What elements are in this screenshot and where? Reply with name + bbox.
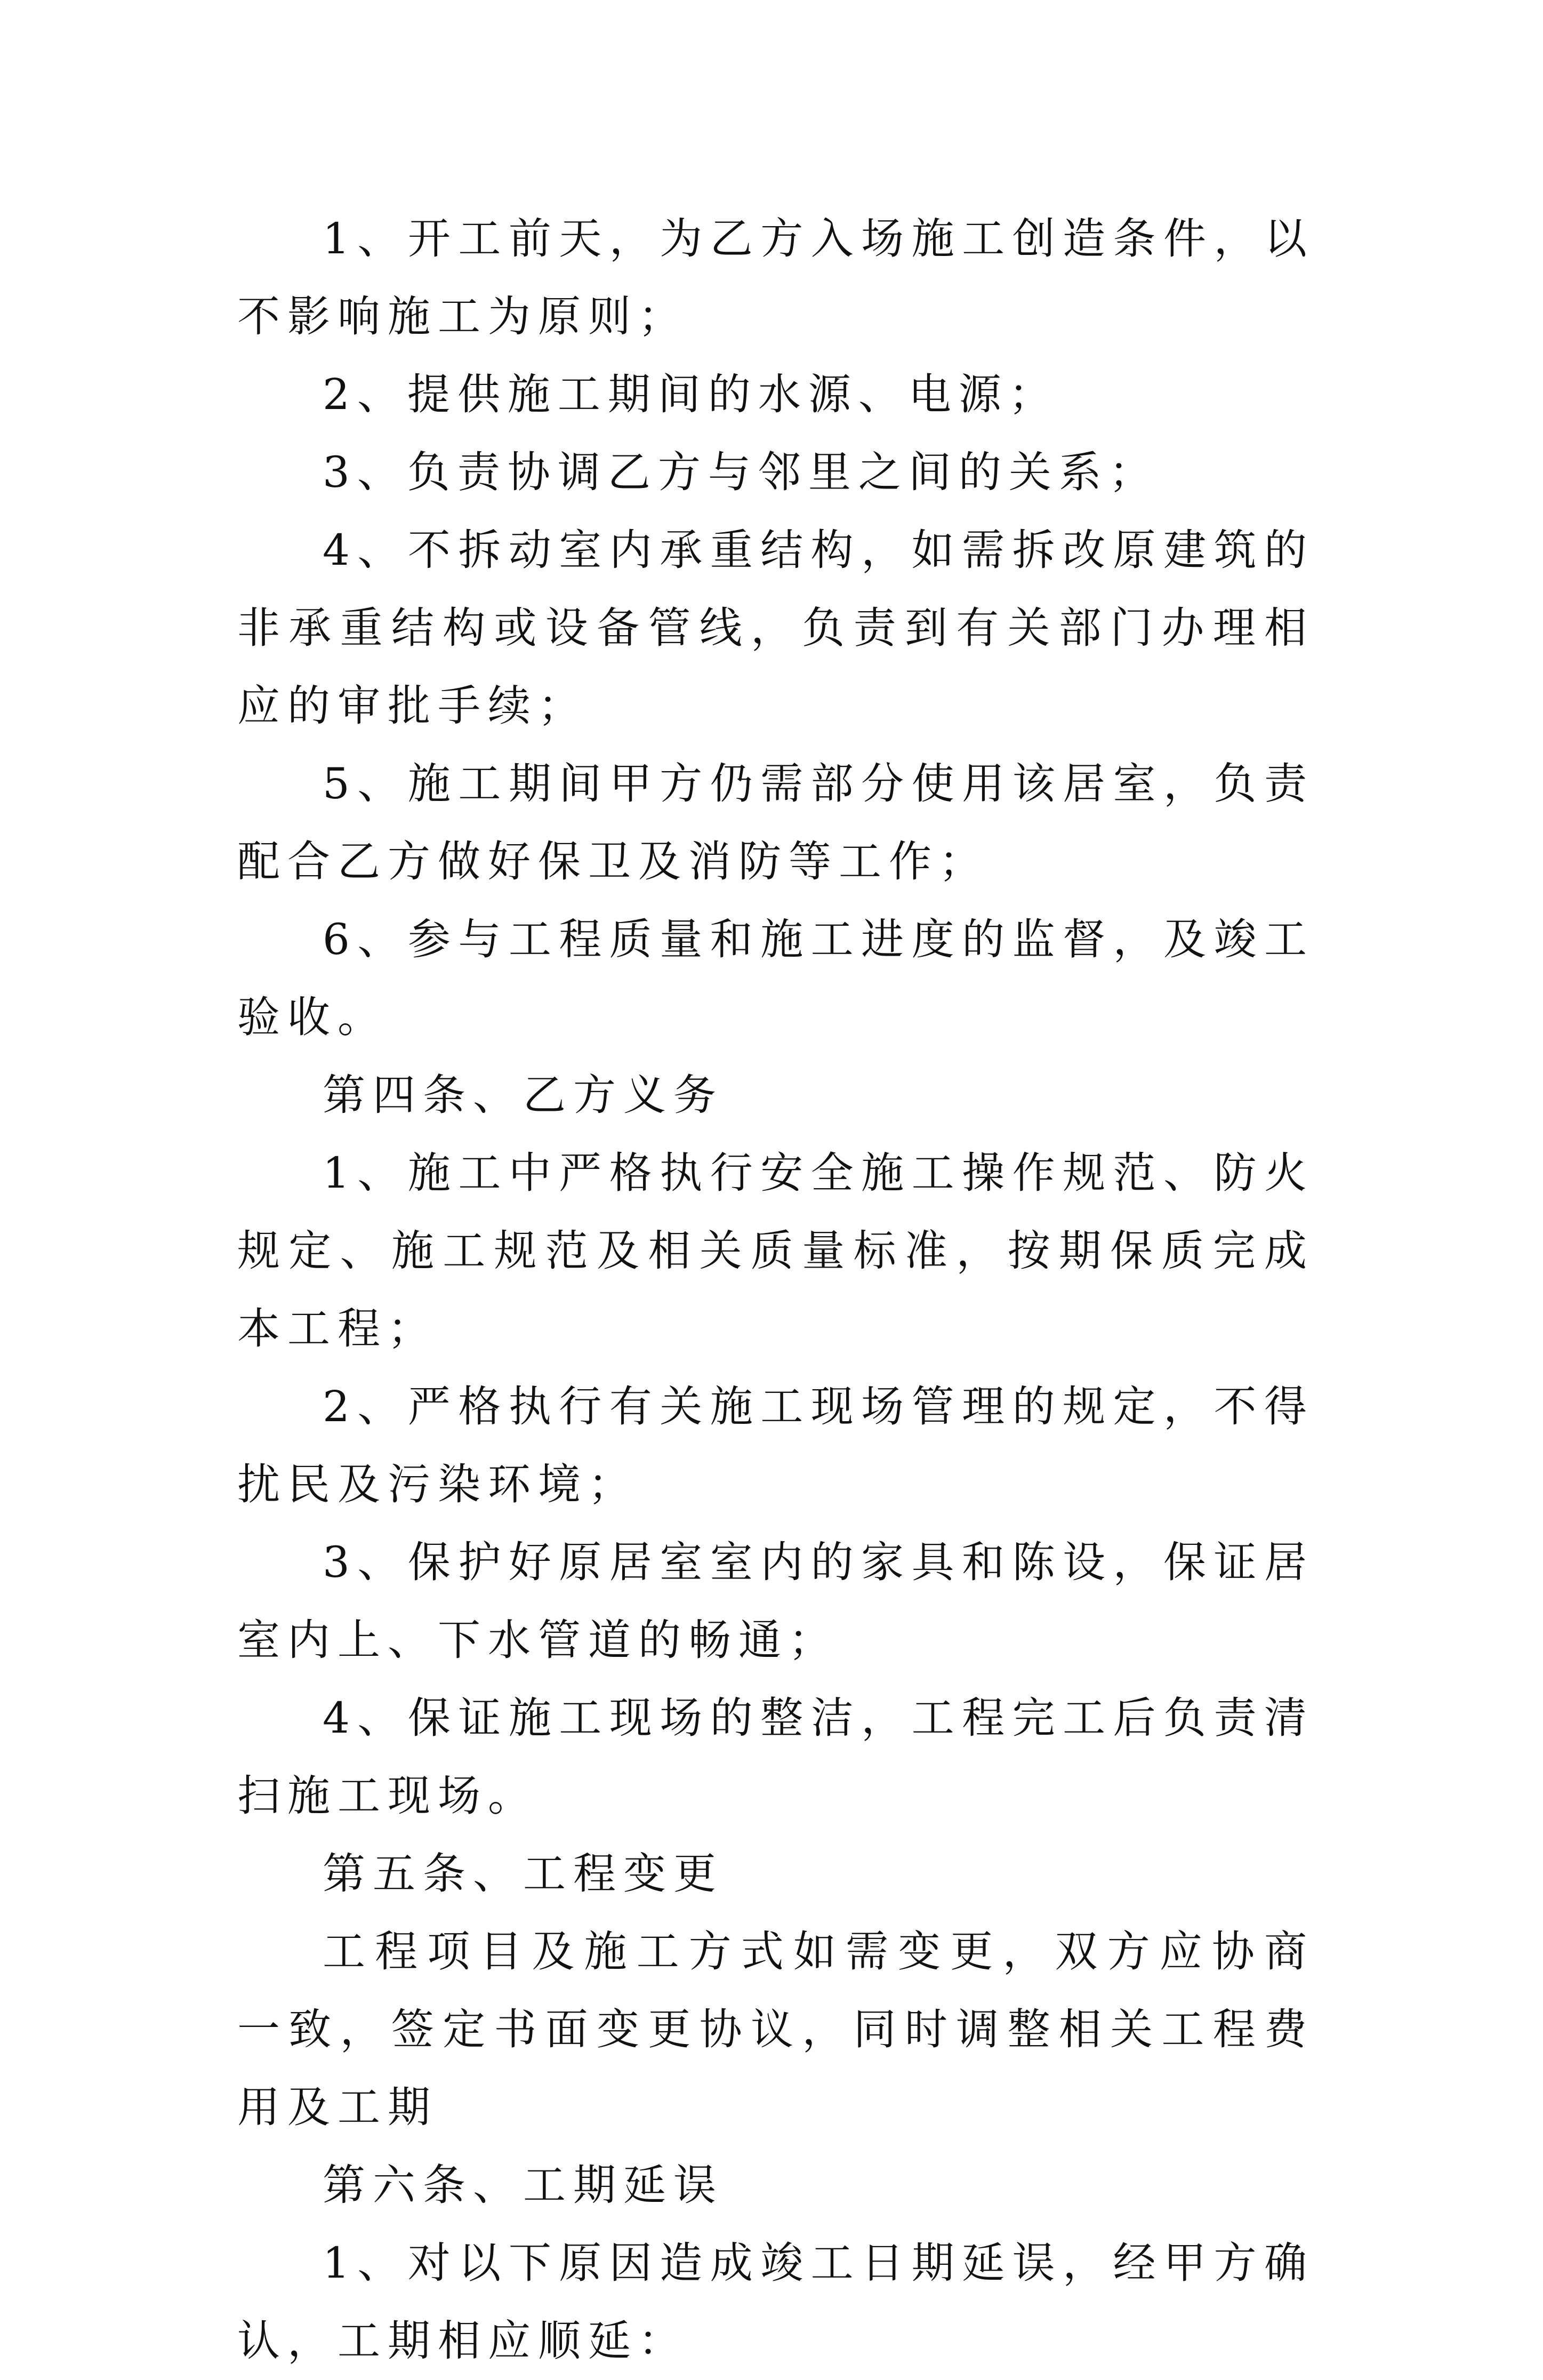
paragraph-delay-1: 1、对以下原因造成竣工日期延误，经甲方确认，工期相应顺延： (237, 2238, 1314, 2366)
section-heading-article-6: 第六条、工期延误 (323, 2160, 724, 2210)
paragraph-party-a-duty-3: 3、负责协调乙方与邻里之间的关系； (323, 447, 1159, 497)
paragraph-party-a-duty-2: 2、提供施工期间的水源、电源； (323, 370, 1059, 419)
document-body (237, 200, 1314, 2380)
paragraph-party-a-duty-1: 1、开工前天，为乙方入场施工创造条件，以不影响施工为原则； (237, 214, 1314, 341)
paragraph-party-b-duty-4: 4、保证施工现场的整洁，工程完工后负责清扫施工现场。 (237, 1693, 1314, 1821)
paragraph-party-a-duty-4: 4、不拆动室内承重结构，如需拆改原建筑的非承重结构或设备管线，负责到有关部门办理相应的审批手续； (237, 525, 1314, 731)
paragraph-party-a-duty-6: 6、参与工程质量和施工进度的监督，及竣工验收。 (237, 915, 1314, 1042)
section-heading-article-5: 第五条、工程变更 (323, 1849, 724, 1898)
paragraph-party-a-duty-5: 5、施工期间甲方仍需部分使用该居室，负责配合乙方做好保卫及消防等工作； (237, 759, 1314, 886)
paragraph-party-b-duty-3: 3、保护好原居室室内的家具和陈设，保证居室内上、下水管道的畅通； (237, 1537, 1314, 1665)
paragraph-party-b-duty-1: 1、施工中严格执行安全施工操作规范、防火规定、施工规范及相关质量标准，按期保质完成本工程； (237, 1148, 1314, 1353)
paragraph-party-b-duty-2: 2、严格执行有关施工现场管理的规定，不得扰民及污染环境； (237, 1382, 1314, 1509)
section-heading-article-4: 第四条、乙方义务 (323, 1070, 724, 1120)
paragraph-change-terms: 工程项目及施工方式如需变更，双方应协商一致，签定书面变更协议，同时调整相关工程费用及工期 (237, 1927, 1314, 2132)
